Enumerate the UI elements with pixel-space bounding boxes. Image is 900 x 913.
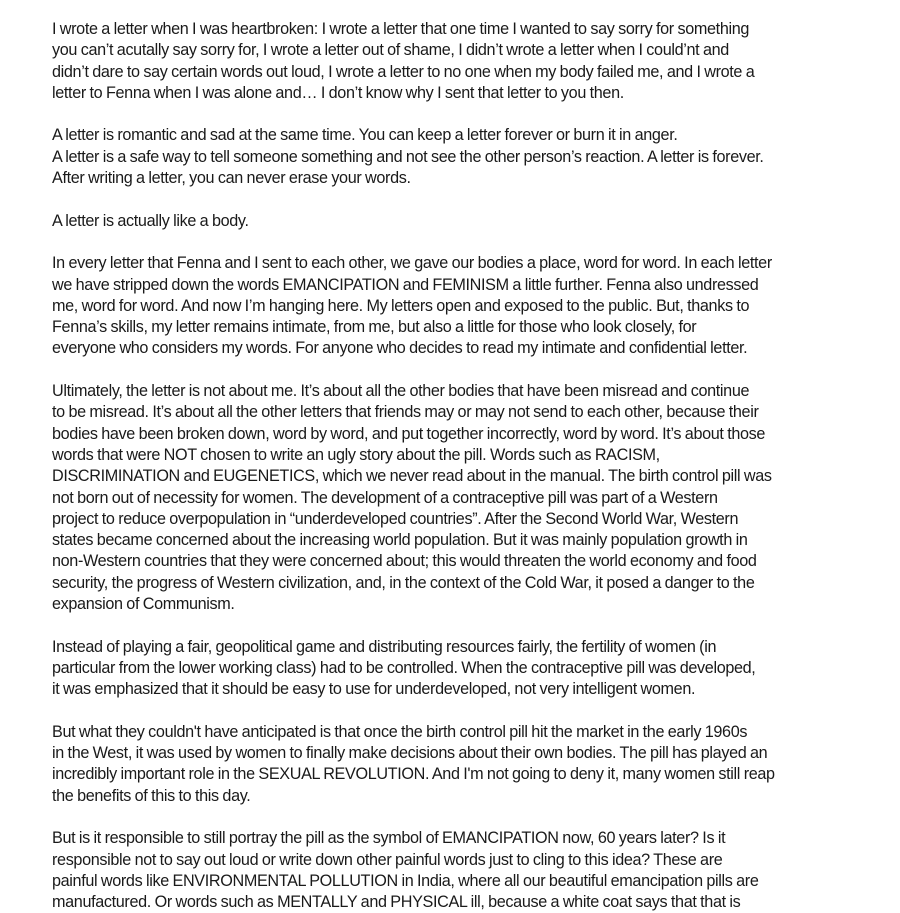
text-line: we have stripped down the words EMANCIPATION and FEMINISM a little further. Fenna also undressed: [52, 275, 759, 294]
text-line: states became concerned about the increasing world population. But it was mainly population growth in: [52, 531, 748, 550]
text-line: everyone who considers my words. For anyone who decides to read my intimate and confidential letter.: [52, 339, 748, 358]
text-line: A letter is a safe way to tell someone something and not see the other person’s reaction. A letter is forever.: [52, 147, 764, 166]
text-line: Fenna’s skills, my letter remains intimate, from me, but also a little for those who look closely, for: [52, 318, 697, 337]
paragraph-heartbroken: [52, 19, 852, 104]
paragraph-every-letter: [52, 253, 852, 359]
text-line: responsible not to say out loud or write down other painful words just to cling to this idea? These are: [52, 850, 723, 869]
paragraph-spacer: [52, 104, 852, 125]
text-line: letter to Fenna when I was alone and… I don’t know why I sent that letter to you then.: [52, 83, 624, 102]
text-line: me, word for word. And now I’m hanging here. My letters open and exposed to the public. But, thanks to: [52, 296, 750, 315]
text-line: particular from the lower working class) had to be controlled. When the contraceptive pill was developed,: [52, 658, 756, 677]
text-line: But is it responsible to still portray the pill as the symbol of EMANCIPATION now, 60 years later? Is it: [52, 829, 726, 848]
text-line: But what they couldn't have anticipated is that once the birth control pill hit the market in the early 1960s: [52, 722, 748, 741]
text-line: project to reduce overpopulation in “underdeveloped countries”. After the Second World War, Western: [52, 509, 739, 528]
paragraph-spacer: [52, 232, 852, 253]
paragraph-spacer: [52, 189, 852, 210]
text-line: DISCRIMINATION and EUGENETICS, which we never read about in the manual. The birth control pill was: [52, 467, 772, 486]
text-line: expansion of Communism.: [52, 595, 235, 614]
text-line: bodies have been broken down, word by word, and put together incorrectly, word by word. It’s about those: [52, 424, 766, 443]
text-line: painful words like ENVIRONMENTAL POLLUTION in India, where all our beautiful emancipation pills are: [52, 871, 759, 890]
text-line: security, the progress of Western civilization, and, in the context of the Cold War, it posed a danger to the: [52, 573, 755, 592]
text-line: words that were NOT chosen to write an ugly story about the pill. Words such as RACISM,: [52, 445, 660, 464]
paragraph-spacer: [52, 360, 852, 381]
paragraph-instead: [52, 637, 852, 701]
text-line: not born out of necessity for women. The development of a contraceptive pill was part of a Western: [52, 488, 718, 507]
text-line: A letter is romantic and sad at the same time. You can keep a letter forever or burn it in anger.: [52, 126, 678, 145]
text-line: Ultimately, the letter is not about me. It’s about all the other bodies that have been misread and continue: [52, 382, 750, 401]
paragraph-spacer: [52, 701, 852, 722]
text-line: incredibly important role in the SEXUAL REVOLUTION. And I'm not going to deny it, many women still reap: [52, 765, 775, 784]
text-line: non-Western countries that they were concerned about; this would threaten the world economy and food: [52, 552, 757, 571]
paragraph-ultimately: [52, 381, 852, 615]
text-line: I wrote a letter when I was heartbroken: I wrote a letter that one time I wanted to say sorry for something: [52, 20, 750, 38]
paragraph-spacer: [52, 807, 852, 828]
text-line: it was emphasized that it should be easy to use for underdeveloped, not very intelligent women.: [52, 680, 696, 699]
text-line: In every letter that Fenna and I sent to each other, we gave our bodies a place, word for word. In each letter: [52, 254, 772, 273]
document-page: [52, 19, 852, 913]
paragraph-responsible: [52, 828, 852, 913]
text-line: Instead of playing a fair, geopolitical game and distributing resources fairly, the fertility of women (in: [52, 637, 717, 656]
text-line: A letter is actually like a body.: [52, 211, 249, 230]
text-line: the benefits of this to this day.: [52, 786, 251, 805]
paragraph-body: [52, 211, 852, 232]
text-line: didn’t dare to say certain words out loud, I wrote a letter to no one when my body failed me, and I wrote a: [52, 62, 755, 81]
text-line: to be misread. It’s about all the other letters that friends may or may not send to each other, because their: [52, 403, 759, 422]
paragraph-anticipated: [52, 722, 852, 807]
text-line: you can’t acutally say sorry for, I wrote a letter out of shame, I didn’t wrote a letter when I could’nt and: [52, 41, 729, 60]
text-line: After writing a letter, you can never erase your words.: [52, 169, 411, 188]
paragraph-spacer: [52, 615, 852, 636]
paragraph-romantic: [52, 125, 852, 189]
text-line: in the West, it was used by women to finally make decisions about their own bodies. The pill has played an: [52, 744, 768, 763]
text-line: manufactured. Or words such as MENTALLY and PHYSICAL ill, because a white coat says that that is: [52, 893, 741, 912]
